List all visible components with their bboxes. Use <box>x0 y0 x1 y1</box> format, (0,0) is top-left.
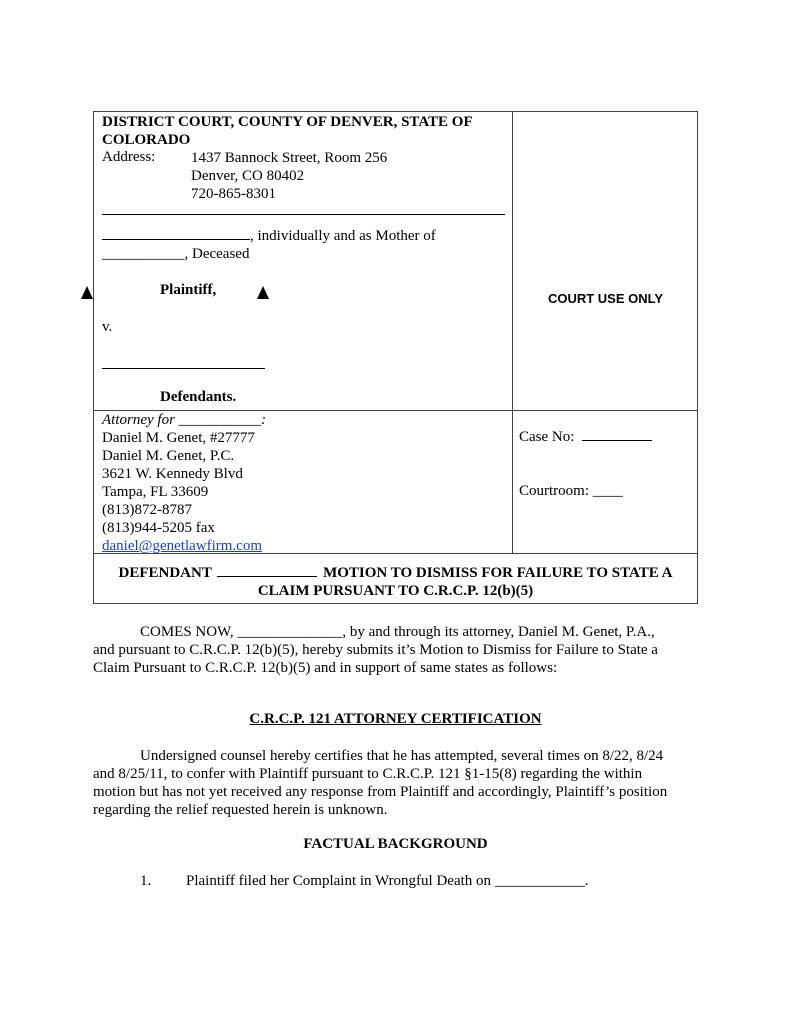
attorney-phone: (813)872-8787 <box>102 502 192 518</box>
court-address <box>191 149 387 203</box>
cert-line1: Undersigned counsel hereby certifies that he has attempted, several times on 8/22, 8/24 <box>140 748 664 764</box>
court-name <box>102 113 502 149</box>
cert-line3: motion but has not yet received any response from Plaintiff and accordingly, Plaintiff’s position <box>93 784 668 800</box>
intro-paragraph <box>93 623 693 677</box>
certification-paragraph <box>93 747 693 819</box>
court-use-only: COURT USE ONLY <box>547 291 664 306</box>
court-name-line1: DISTRICT COURT, COUNTY OF DENVER, STATE OF <box>102 114 473 130</box>
attorney-name: Daniel M. Genet, #27777 <box>102 430 255 446</box>
motion-title-line1 <box>94 564 697 582</box>
court-name-line2: COLORADO <box>102 132 191 148</box>
attorney-block <box>102 411 266 555</box>
plaintiff-label: Plaintiff, <box>160 282 217 298</box>
plaintiff-name-blank <box>102 239 250 240</box>
cert-line4: regarding the relief requested herein is unknown. <box>93 802 388 818</box>
item-number: 1. <box>140 873 152 889</box>
attorney-firm: Daniel M. Genet, P.C. <box>102 448 235 464</box>
cert-line2: and 8/25/11, to confer with Plaintiff pursuant to C.R.C.P. 121 §1-15(8) regarding the within <box>93 766 643 782</box>
motion-title-prefix: DEFENDANT <box>118 565 212 581</box>
motion-title-line2: CLAIM PURSUANT TO C.R.C.P. 12(b)(5) <box>257 583 534 599</box>
intro-line1: COMES NOW, ______________, by and through its attorney, Daniel M. Genet, P.A., <box>140 624 655 640</box>
plaintiff-description <box>102 228 436 245</box>
triangle-marker-icon <box>257 286 269 299</box>
caption-table <box>93 111 698 554</box>
defendants-label: Defendants. <box>160 389 237 405</box>
defendant-name-blank <box>217 576 317 577</box>
caption-divider-vertical <box>512 112 513 553</box>
courtroom: Courtroom: ____ <box>519 483 623 499</box>
defendant-name-blank <box>102 368 265 369</box>
attorney-for: Attorney for ___________: <box>102 412 267 428</box>
motion-title <box>93 553 698 604</box>
attorney-fax: (813)944-5205 fax <box>102 520 215 536</box>
attorney-email-link[interactable]: daniel@genetlawfirm.com <box>102 538 263 554</box>
intro-line3: Claim Pursuant to C.R.C.P. 12(b)(5) and in support of same states as follows: <box>93 660 558 676</box>
case-number-label: Case No: <box>519 429 575 445</box>
caption-rule <box>102 214 505 215</box>
intro-line2: and pursuant to C.R.C.P. 12(b)(5), hereby submits it’s Motion to Dismiss for Failure to State a <box>93 642 658 658</box>
certification-heading: C.R.C.P. 121 ATTORNEY CERTIFICATION <box>249 711 542 727</box>
address-line2: Denver, CO 80402 <box>191 168 305 184</box>
motion-title-suffix: MOTION TO DISMISS FOR FAILURE TO STATE A <box>323 565 673 581</box>
address-label: Address: <box>102 149 156 165</box>
factual-background-heading: FACTUAL BACKGROUND <box>303 836 488 852</box>
versus-label: v. <box>102 319 113 335</box>
attorney-street: 3621 W. Kennedy Blvd <box>102 466 243 482</box>
plaintiff-description-text: , individually and as Mother of <box>250 228 436 244</box>
attorney-city: Tampa, FL 33609 <box>102 484 209 500</box>
triangle-marker-icon <box>81 286 93 299</box>
case-number <box>519 429 652 446</box>
address-line3: 720-865-8301 <box>191 186 276 202</box>
address-line1: 1437 Bannock Street, Room 256 <box>191 150 388 166</box>
item-text: Plaintiff filed her Complaint in Wrongful Death on ____________. <box>186 873 589 889</box>
deceased-line: ___________, Deceased <box>102 246 250 262</box>
case-number-blank <box>582 440 652 441</box>
